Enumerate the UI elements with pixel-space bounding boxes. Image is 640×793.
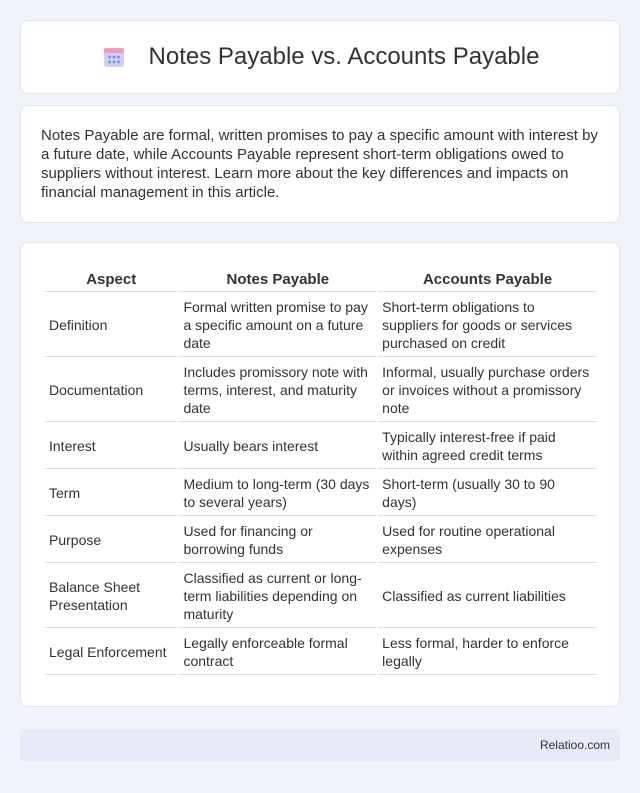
- row-aspect: Balance Sheet Presentation: [45, 565, 177, 628]
- calendar-icon: [101, 44, 127, 70]
- row-accounts-payable: Short-term obligations to suppliers for goods or services purchased on credit: [378, 294, 597, 357]
- row-accounts-payable: Used for routine operational expenses: [378, 518, 597, 563]
- row-notes-payable: Legally enforceable formal contract: [179, 630, 376, 675]
- table-row: [45, 518, 597, 563]
- table-row: [45, 471, 597, 516]
- header-card: [20, 20, 620, 94]
- footer-bar: [20, 729, 620, 761]
- row-aspect: Definition: [45, 294, 177, 357]
- comparison-table: [43, 265, 599, 677]
- row-aspect: Term: [45, 471, 177, 516]
- row-notes-payable: Used for financing or borrowing funds: [179, 518, 376, 563]
- row-accounts-payable: Typically interest-free if paid within agreed credit terms: [378, 424, 597, 469]
- intro-text: Notes Payable are formal, written promises to pay a specific amount with interest by a future date, while Accounts Payable represent short-term obligations owed to suppliers without interest. Learn more about the key differences and impacts on financial management in this article.: [41, 127, 598, 201]
- table-row: [45, 359, 597, 422]
- row-aspect: Documentation: [45, 359, 177, 422]
- table-row: [45, 294, 597, 357]
- row-accounts-payable: Classified as current liabilities: [378, 565, 597, 628]
- row-accounts-payable: Less formal, harder to enforce legally: [378, 630, 597, 675]
- row-notes-payable: Usually bears interest: [179, 424, 376, 469]
- table-row: [45, 565, 597, 628]
- row-notes-payable: Includes promissory note with terms, interest, and maturity date: [179, 359, 376, 422]
- table-header-row: [45, 267, 597, 292]
- row-aspect: Interest: [45, 424, 177, 469]
- header-accounts-payable: Accounts Payable: [378, 267, 597, 292]
- row-aspect: Legal Enforcement: [45, 630, 177, 675]
- row-notes-payable: Formal written promise to pay a specific amount on a future date: [179, 294, 376, 357]
- header-notes-payable: Notes Payable: [179, 267, 376, 292]
- comparison-card: [20, 242, 620, 707]
- footer-brand: Relatioo.com: [539, 738, 610, 752]
- row-accounts-payable: Short-term (usually 30 to 90 days): [378, 471, 597, 516]
- row-accounts-payable: Informal, usually purchase orders or invoices without a promissory note: [378, 359, 597, 422]
- table-row: [45, 424, 597, 469]
- intro-card: [20, 105, 620, 223]
- table-row: [45, 630, 597, 675]
- page-title: Notes Payable vs. Accounts Payable: [148, 43, 540, 70]
- row-aspect: Purpose: [45, 518, 177, 563]
- row-notes-payable: Medium to long-term (30 days to several years): [179, 471, 376, 516]
- row-notes-payable: Classified as current or long-term liabilities depending on maturity: [179, 565, 376, 628]
- header-aspect: Aspect: [45, 267, 177, 292]
